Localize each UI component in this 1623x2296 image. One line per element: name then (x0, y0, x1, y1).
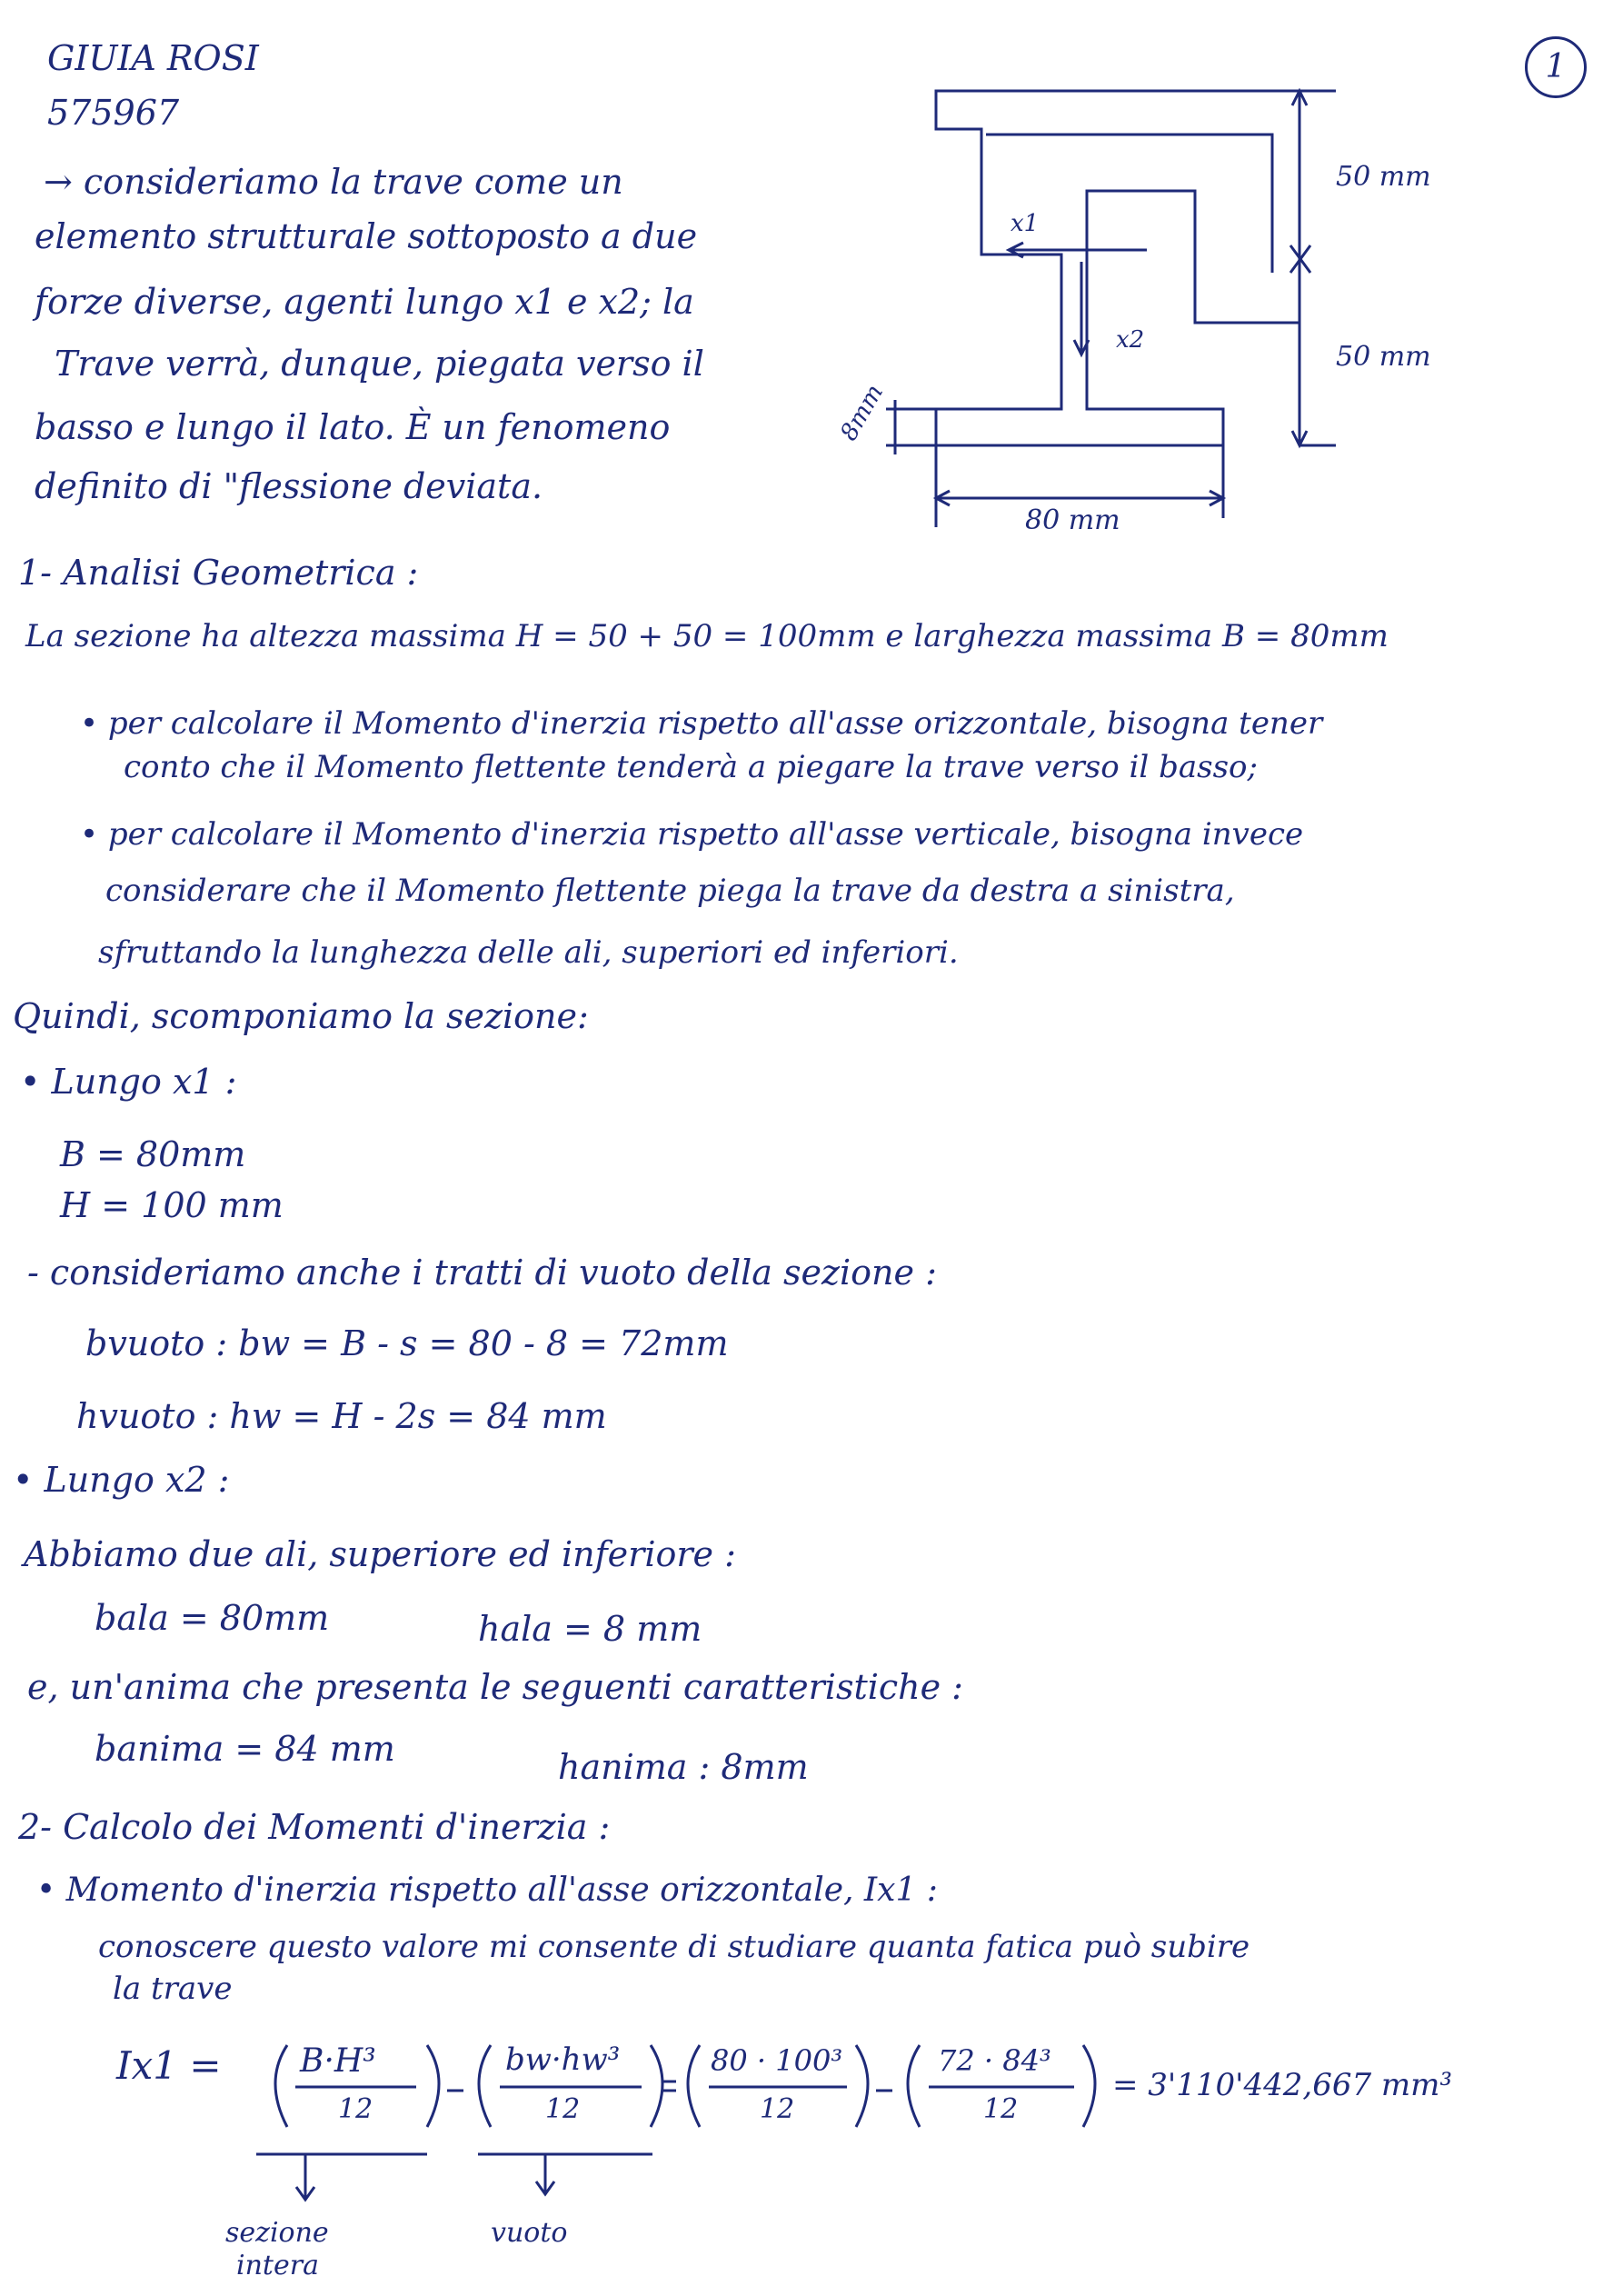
bullet2-line-c: sfruttando la lunghezza delle ali, superiori ed inferiori. (98, 934, 959, 971)
banima-value: banima = 84 mm (95, 1729, 395, 1769)
note-intera: intera (236, 2250, 319, 2281)
section1-line1: La sezione ha altezza massima H = 50 + 50 = 100mm e larghezza massima B = 80mm (25, 618, 1389, 654)
note-sezione: sezione (225, 2217, 329, 2249)
bvuoto-line: bvuoto : bw = B - s = 80 - 8 = 72mm (85, 1323, 729, 1363)
section2-bullet-c: la trave (113, 1971, 233, 2007)
value-H: H = 100 mm (60, 1185, 284, 1225)
bala-value: bala = 80mm (95, 1598, 330, 1638)
hanima-value: hanima : 8mm (558, 1747, 809, 1787)
intro-line-6: definito di "flessione deviata. (35, 466, 543, 506)
ali-intro: Abbiamo due ali, superiore ed inferiore : (24, 1534, 736, 1574)
axis-x2-label: x2 (1116, 326, 1145, 354)
intro-line-5: basso e lungo il lato. È un fenomeno (35, 407, 671, 447)
student-id: 575967 (47, 93, 180, 133)
fraction3-denominator: 12 (760, 2093, 795, 2125)
bullet1-line-a: • per calcolare il Momento d'inerzia rispetto all'asse orizzontale, bisogna tener (80, 705, 1323, 742)
page-number: 1 (1525, 36, 1587, 98)
section1-heading: 1- Analisi Geometrica : (18, 553, 419, 593)
dim-bottom: 50 mm (1336, 341, 1431, 373)
quindi-line: Quindi, scomponiamo la sezione: (13, 996, 589, 1036)
fraction4-denominator: 12 (983, 2093, 1019, 2125)
section2-bullet-a: • Momento d'inerzia rispetto all'asse orizzontale, Ix1 : (36, 1872, 938, 1909)
lungo-x2-heading: • Lungo x2 : (13, 1460, 230, 1500)
hala-value: hala = 8 mm (478, 1609, 702, 1649)
section2-bullet-b: conoscere questo valore mi consente di studiare quanta fatica può subire (98, 1929, 1250, 1965)
axis-x1-label: x1 (1011, 210, 1040, 237)
dim-width: 80 mm (1025, 504, 1120, 536)
intro-line-4: Trave verrà, dunque, piegata verso il (55, 344, 704, 384)
intro-line-3: forze diverse, agenti lungo x1 e x2; la (35, 282, 694, 322)
vuoto-intro: - consideriamo anche i tratti di vuoto della sezione : (27, 1253, 937, 1293)
fraction4-numerator: 72 · 84³ (938, 2043, 1051, 2078)
fraction2-numerator: bw·hw³ (505, 2041, 621, 2078)
fraction2-denominator: 12 (545, 2093, 581, 2125)
bullet2-line-b: considerare che il Momento flettente piega la trave da destra a sinistra, (105, 873, 1235, 909)
note-vuoto: vuoto (491, 2217, 568, 2249)
formula-lhs: Ix1 = (116, 2043, 222, 2088)
author-name: GIUIA ROSI (47, 38, 259, 78)
value-B: B = 80mm (60, 1134, 246, 1174)
dim-thickness: 8mm (835, 380, 890, 446)
intro-line-2: elemento strutturale sottoposto a due (35, 216, 698, 256)
fraction3-numerator: 80 · 100³ (711, 2043, 843, 2078)
formula-result: = 3'110'442,667 mm³ (1112, 2067, 1453, 2103)
anima-intro: e, un'anima che presenta le seguenti caratteristiche : (27, 1667, 963, 1707)
bullet1-line-b: conto che il Momento flettente tenderà a piegare la trave verso il basso; (124, 749, 1258, 785)
intro-line-1: → consideriamo la trave come un (44, 162, 623, 202)
fraction1-denominator: 12 (338, 2093, 373, 2125)
lungo-x1-heading: • Lungo x1 : (20, 1062, 237, 1102)
section2-heading: 2- Calcolo dei Momenti d'inerzia : (18, 1807, 611, 1847)
dim-top: 50 mm (1336, 161, 1431, 193)
fraction1-numerator: B·H³ (300, 2042, 376, 2080)
bullet2-line-a: • per calcolare il Momento d'inerzia rispetto all'asse verticale, bisogna invece (80, 816, 1304, 853)
hvuoto-line: hvuoto : hw = H - 2s = 84 mm (76, 1396, 607, 1436)
